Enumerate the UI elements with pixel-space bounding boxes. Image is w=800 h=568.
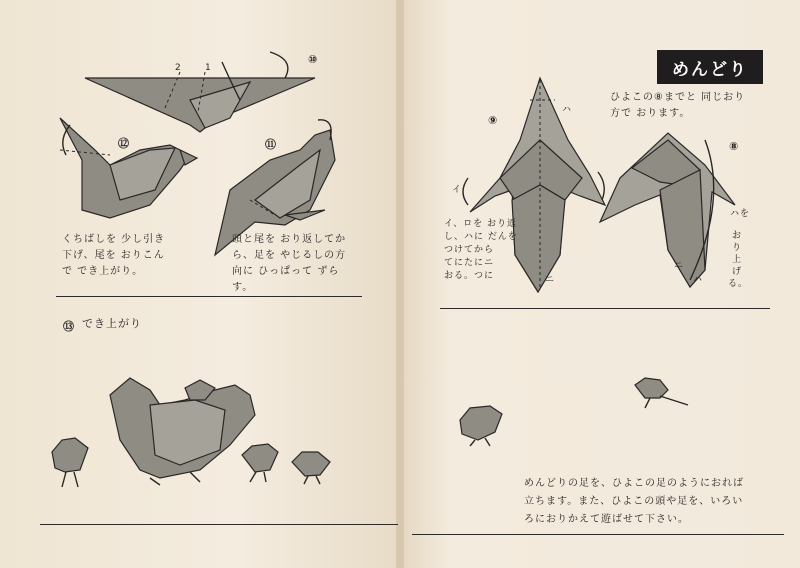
chick-right-page-1 (460, 406, 502, 446)
step-number-11: ⑪ (265, 138, 276, 151)
step12-text-line3: で でき上がり。 (62, 266, 144, 277)
intro-text-line1: ひよこの⑧までと 同じおり (610, 92, 746, 103)
step12-text-line1: くちばしを 少し引き (62, 234, 166, 245)
page-title: めんどり (657, 50, 763, 84)
divider-left-bottom (40, 524, 398, 525)
step9-text-line4: てにたにニ (444, 258, 495, 268)
chick-right (292, 452, 330, 484)
divider-right-top (440, 308, 770, 309)
step8-text-1: ハを (730, 209, 751, 219)
label-ha-8: ハ (693, 275, 703, 285)
chick-right-page-2 (635, 378, 688, 408)
divider-right-bottom (412, 534, 784, 535)
step-number-9: ⑨ (488, 114, 498, 127)
step-number-13: ⑬ (63, 320, 74, 333)
step-number-12: ⑫ (118, 137, 129, 150)
step9-text-line3: つけてから (444, 245, 495, 255)
label-i: イ (452, 185, 462, 195)
caption-line3: ろにおりかえて遊ばせて下さい。 (524, 514, 689, 525)
step8-text-4: 上 (732, 255, 743, 265)
step8-diagram (600, 133, 735, 287)
label-ni-8: ニ (674, 261, 684, 271)
step9-text-line5: おる。つに (444, 271, 495, 281)
chick-mid (242, 444, 278, 482)
intro-text-line2: 方で おります。 (610, 108, 691, 119)
divider-left-top (56, 296, 362, 297)
step8-text-6: る。 (728, 279, 749, 289)
step13-title: でき上がり (82, 317, 142, 330)
fold-label-2: 2 (175, 63, 181, 73)
step11-text-line3: 向に ひっぱって ずら (232, 266, 340, 277)
step12-text-line2: 下げ、尾を おりこん (62, 250, 165, 261)
label-ha-9: ハ (562, 105, 572, 115)
step11-text-line4: す。 (232, 282, 254, 293)
step11-text-line2: ら、足を やじるしの方 (232, 250, 347, 261)
step8-text-2: お (732, 231, 743, 241)
hen-finished (110, 378, 255, 485)
chick-left (52, 438, 88, 487)
step8-text-5: げ (732, 267, 743, 277)
step11-text-line1: 頭と尾を おり返してか (232, 234, 347, 245)
fold-label-1: 1 (205, 63, 211, 73)
step-number-8: ⑧ (729, 140, 739, 153)
caption-line1: めんどりの足を、ひよこの足のようにおれば (524, 478, 744, 489)
step8-text-3: り (732, 243, 743, 253)
step9-text-line2: し、ハに だんを (444, 232, 518, 242)
step12-diagram (60, 118, 197, 218)
step10-diagram (85, 52, 318, 132)
step9-text-line1: イ、ロを おり返 (444, 219, 518, 229)
label-ni: ニ (545, 275, 555, 285)
step-number-10: ⑩ (308, 53, 318, 66)
caption-line2: 立ちます。また、ひよこの頭や足を、いろい (524, 496, 744, 507)
